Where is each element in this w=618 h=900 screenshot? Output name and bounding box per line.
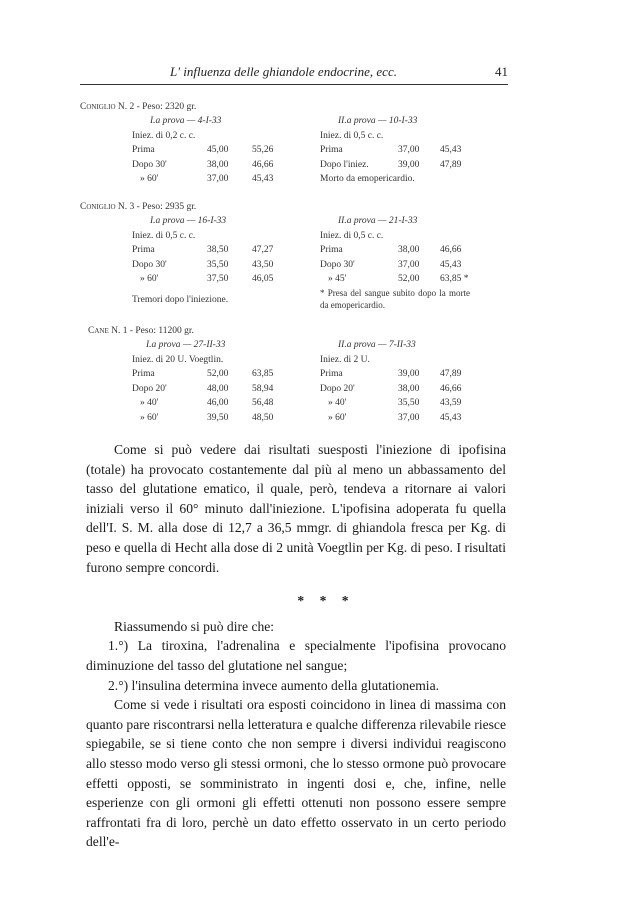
trial-2-right bbox=[320, 214, 480, 311]
list-item: 2.°) l'insulina determina invece aumento della glutationemia. bbox=[108, 677, 440, 693]
table-row: Dopo 20' 48,00 58,94 bbox=[132, 383, 274, 394]
animal-name: Cane N. 1 bbox=[88, 326, 128, 336]
paragraph: Come si può vedere dai risultati suesposti l'iniezione di ipofisina (totale) ha provocato costantemente dal più al meno un abbassamento del tasso del glutatione ematico, il quale, però, tendeva a ritornare ai valori iniziali verso il 60° minuto dall'iniezione. L'ipofisina adoperata fu quella dell'I. S. M. alla dose di 12,7 a 36,5 mmgr. di ghiandola fresca per Kg. di peso e quella di Hecht alla dose di 2 unità Voegtlin per Kg. di peso. I risultati furono sempre concordi. bbox=[86, 442, 506, 575]
running-title: L' influenza delle ghiandole endocrine, ecc. bbox=[170, 64, 397, 79]
table-row: » 60' 37,00 45,43 bbox=[328, 412, 462, 423]
trial-dose: Iniez. di 0,5 c. c. bbox=[320, 130, 384, 141]
table-row: » 40' 46,00 56,48 bbox=[140, 398, 274, 408]
trial-title: I.a prova — 16-I-33 bbox=[150, 216, 227, 226]
table-row: Prima 37,00 45,43 bbox=[320, 145, 462, 155]
trial-note: Morto da emopericardio. bbox=[320, 174, 415, 184]
trial-3-right bbox=[320, 338, 480, 425]
trial-dose: Iniez. di 2 U. bbox=[320, 354, 370, 365]
table-row: Dopo 20' 38,00 46,66 bbox=[320, 383, 462, 394]
trial-title: I.a prova — 4-I-33 bbox=[150, 116, 222, 126]
table-row: Prima 38,50 47,27 bbox=[132, 245, 274, 255]
header-rule bbox=[80, 84, 508, 85]
trial-1-right bbox=[320, 114, 480, 187]
trial-footnote: * Presa del sangue subito dopo la morte da emopericardio. bbox=[320, 287, 470, 310]
animal-weight: - Peso: 2320 gr. bbox=[136, 102, 197, 112]
animal-weight: - Peso: 2935 gr. bbox=[136, 202, 197, 212]
table-row: Dopo 30' 35,50 43,50 bbox=[132, 259, 274, 270]
trial-dose: Iniez. di 0,2 c. c. bbox=[132, 130, 196, 141]
trial-1-left bbox=[132, 114, 282, 187]
table-row: » 60' 39,50 48,50 bbox=[140, 412, 274, 423]
table-row: Prima 45,00 55,26 bbox=[132, 145, 274, 155]
animal-weight: - Peso: 11200 gr. bbox=[129, 326, 194, 336]
page-number: 41 bbox=[495, 64, 508, 79]
table-row: » 40' 35,50 43,59 bbox=[328, 398, 462, 408]
table-row: » 45' 52,00 63,85 * bbox=[328, 274, 469, 284]
trial-title: II.a prova — 10-I-33 bbox=[338, 116, 418, 126]
trial-title: I.a prova — 27-II-33 bbox=[146, 340, 226, 350]
section-separator: * * * bbox=[297, 593, 355, 609]
table-row: » 60' 37,50 46,05 bbox=[140, 274, 274, 284]
running-header bbox=[80, 64, 508, 82]
list-item: 1.°) La tiroxina, l'adrenalina e specialmente l'ipofisina provocano diminuzione del tasso del glutatione nel sangue; bbox=[86, 638, 506, 673]
animal-name: Coniglio N. 2 bbox=[80, 102, 135, 112]
trial-2-left bbox=[132, 214, 282, 307]
trial-title: II.a prova — 7-II-33 bbox=[338, 340, 416, 350]
table-row: Prima 38,00 46,66 bbox=[320, 245, 462, 255]
table-row: Prima 52,00 63,85 bbox=[132, 369, 274, 379]
animal-label-3 bbox=[88, 324, 194, 339]
trial-3-left bbox=[132, 338, 282, 425]
animal-label-1 bbox=[80, 100, 196, 115]
animal-label-2 bbox=[80, 200, 196, 215]
table-row: Dopo 30' 37,00 45,43 bbox=[320, 259, 462, 270]
trial-dose: Iniez. di 20 U. Voegtlin. bbox=[132, 354, 224, 365]
trial-dose: Iniez. di 0,5 c. c. bbox=[320, 230, 384, 241]
table-row: Prima 39,00 47,89 bbox=[320, 369, 462, 379]
animal-name: Coniglio N. 3 bbox=[80, 202, 135, 212]
trial-title: II.a prova — 21-I-33 bbox=[338, 216, 418, 226]
table-row: » 60' 37,00 45,43 bbox=[140, 174, 274, 184]
paragraph: Riassumendo si può dire che: bbox=[114, 618, 275, 634]
body-text bbox=[86, 440, 506, 852]
trial-dose: Iniez. di 0,5 c. c. bbox=[132, 230, 196, 241]
table-row: Dopo l'iniez. 39,00 47,89 bbox=[320, 159, 462, 170]
trial-note: Tremori dopo l'iniezione. bbox=[132, 294, 229, 305]
table-row: Dopo 30' 38,00 46,66 bbox=[132, 159, 274, 170]
paragraph: Come si vede i risultati ora esposti coincidono in linea di massima con quanto pare riscontrarsi nella letteratura e qualche differenza rilevabile riesce spiegabile, se si tiene conto che non sempre i diversi individui reagiscono allo stesso modo verso gli stessi ormoni, che lo stesso ormone può provocare effetti opposti, se somministrato in ingenti dosi e, che, infine, nelle esperienze con gli ormoni gli effetti ottenuti non possono essere sempre raffrontati fra di loro, perchè un dato effetto osservato in un certo periodo dell'e- bbox=[86, 697, 506, 850]
